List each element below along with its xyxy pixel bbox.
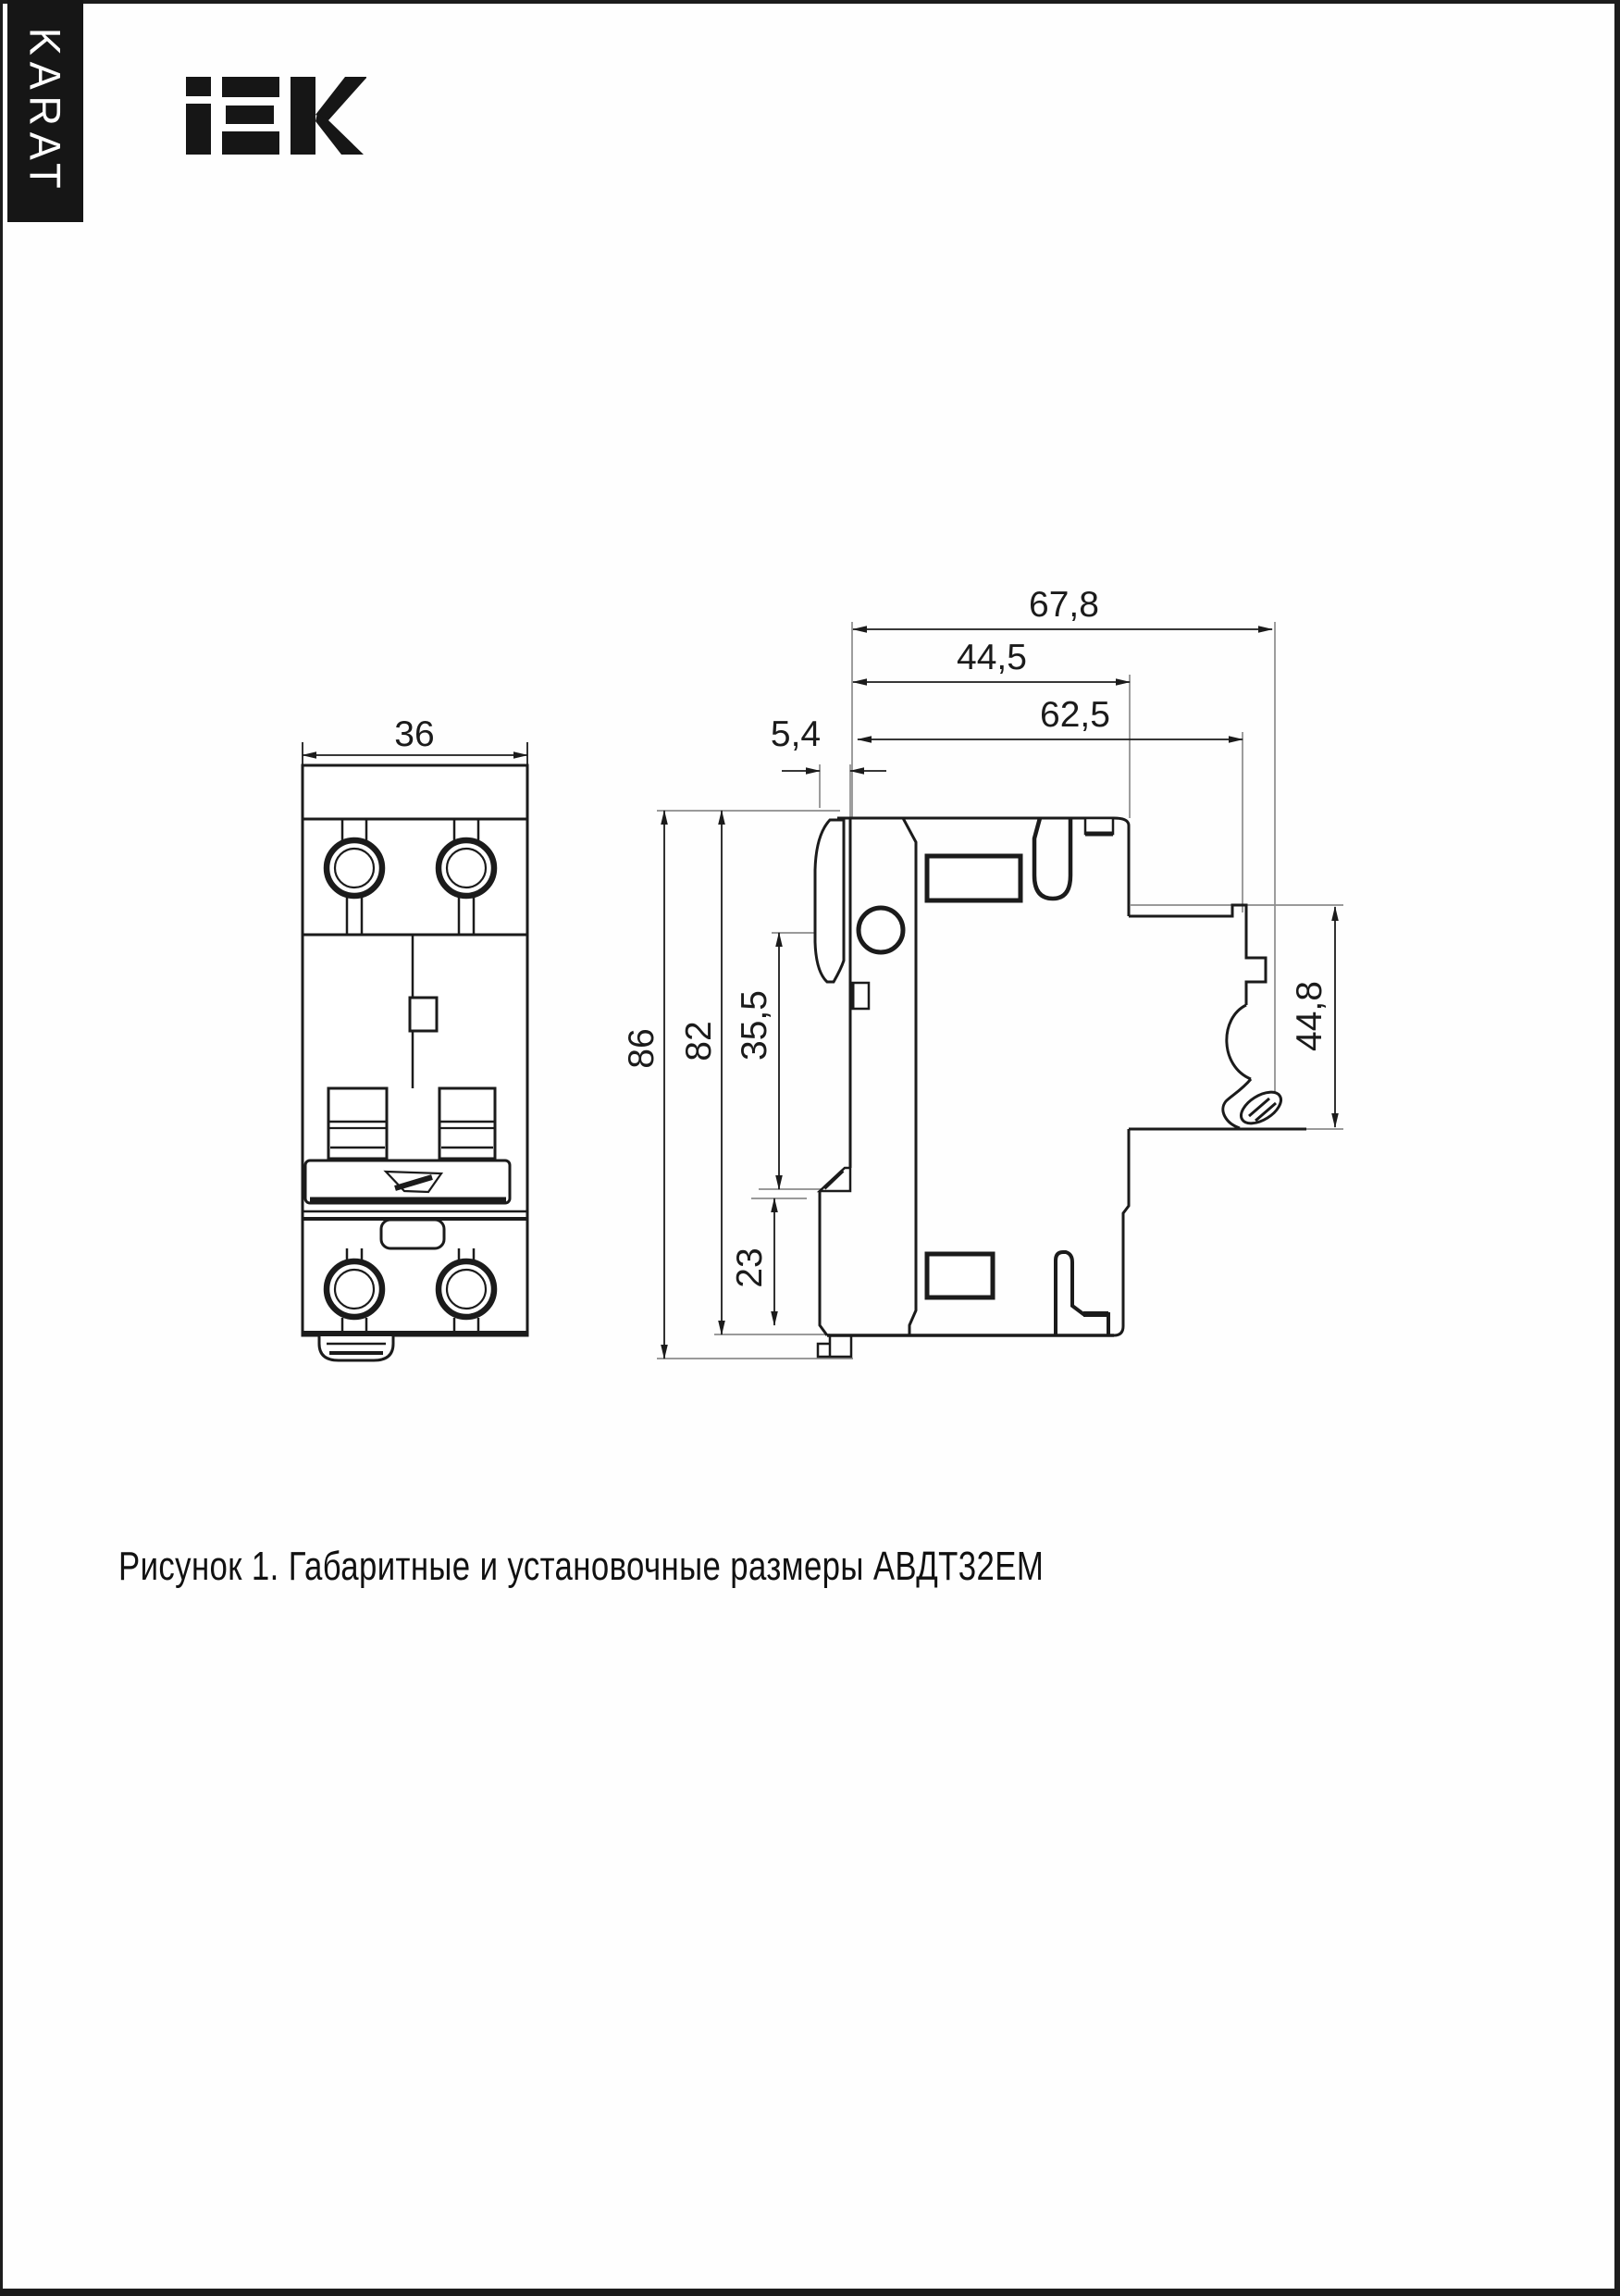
dim-depth-rail: 62,5 bbox=[1040, 695, 1110, 735]
side-test-button bbox=[859, 908, 903, 952]
front-din-clip bbox=[319, 1336, 393, 1360]
front-view-body bbox=[303, 765, 527, 1360]
page-border-bottom bbox=[0, 2289, 1620, 2296]
iek-logo-glyphs bbox=[186, 77, 366, 155]
dim-depth-body: 44,5 bbox=[957, 638, 1027, 677]
side-terminal-shield bbox=[815, 820, 844, 982]
figure-caption: Рисунок 1. Габаритные и установочные размеры АВДТ32ЕМ bbox=[118, 1544, 1045, 1589]
side-view-body bbox=[815, 818, 1306, 1357]
dim-front-offset: 5,4 bbox=[770, 714, 822, 754]
front-handle-bar bbox=[305, 1160, 510, 1203]
dim-height-total: 86 bbox=[622, 1028, 662, 1069]
dim-lower-zone: 23 bbox=[730, 1247, 770, 1288]
side-depth-dimensions bbox=[771, 585, 1272, 771]
dim-height-body: 82 bbox=[679, 1021, 719, 1061]
front-view-drawing bbox=[278, 713, 564, 1388]
front-width-dimension bbox=[303, 714, 527, 769]
series-sidebar bbox=[7, 0, 83, 222]
series-label: KARAT bbox=[20, 27, 70, 195]
dim-front-width: 36 bbox=[394, 714, 435, 754]
side-clip-knob bbox=[1236, 1086, 1286, 1129]
page-border-top bbox=[0, 0, 1620, 4]
page-border-right bbox=[1614, 0, 1620, 2296]
side-view-drawing bbox=[592, 574, 1360, 1388]
page-border-left bbox=[0, 0, 3, 2296]
dim-terminal-zone: 35,5 bbox=[735, 990, 774, 1061]
iek-logo bbox=[181, 72, 366, 165]
dim-rail-clip-height: 44,8 bbox=[1290, 981, 1329, 1051]
dim-depth-total: 67,8 bbox=[1029, 585, 1099, 625]
